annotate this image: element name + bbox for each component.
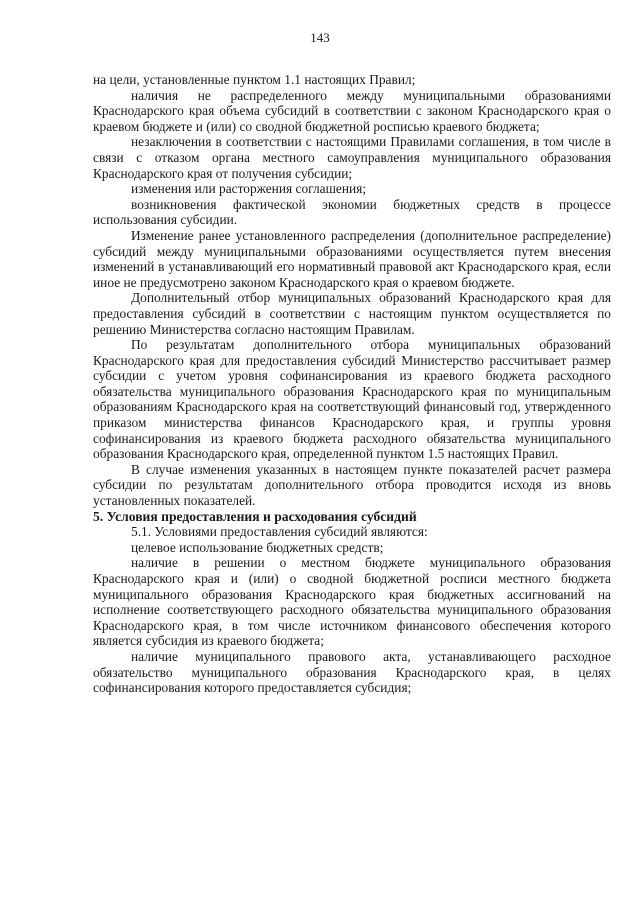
paragraph: По результатам дополнительного отбора муниципальных образований Краснодарского края для предоставления субсидий Министерство рассчитывает размер субсидии с учетом уровня софинансирования из краевого бюджета расходного обязательства муниципального образования Краснодарского края по муниципальным образованиям Краснодарского края на соответствующий финансовый год, утвержденного приказом министерства финансов Краснодарского края, и группы уровня софинансирования из краевого бюджета расходного обязательства муниципального образования Краснодарского края, определенной пунктом 1.5 настоящих Правил.	[93, 337, 611, 462]
paragraph: наличия не распределенного между муниципальными образованиями Краснодарского края объема субсидий в соответствии с законом Краснодарского края о краевом бюджете и (или) со сводной бюджетной росписью краевого бюджета;	[93, 87, 611, 134]
section-heading: 5. Условия предоставления и расходования субсидий	[93, 508, 417, 524]
paragraph: наличие в решении о местном бюджете муниципального образования Краснодарского края и (или) о сводной бюджетной росписи местного бюджета муниципального образования Краснодарского края бюджетных ассигнований на исполнение соответствующего расходного обязательства муниципального образования Краснодарского края, в том числе источником финансового обеспечения которого является субсидия из краевого бюджета;	[93, 555, 611, 649]
paragraph: 5.1. Условиями предоставления субсидий являются:	[131, 524, 428, 540]
paragraph: на цели, установленные пунктом 1.1 настоящих Правил;	[93, 72, 416, 87]
paragraph: В случае изменения указанных в настоящем пункте показателей расчет размера субсидии по результатам дополнительного отбора проводится исходя из вновь установленных показателей.	[93, 461, 611, 509]
page-number: 143	[310, 30, 330, 45]
paragraph: возникновения фактической экономии бюджетных средств в процессе использования субсидии.	[93, 196, 611, 228]
paragraph: Изменение ранее установленного распределения (дополнительное распределение) субсидий между муниципальными образованиями осуществляется путем внесения изменений в устанавливающий его нормативный правовой акт Краснодарского края, если иное не предусмотрено законом Краснодарского края о краевом бюджете.	[93, 227, 611, 290]
paragraph: целевое использование бюджетных средств;	[131, 539, 384, 555]
paragraph: наличие муниципального правового акта, устанавливающего расходное обязательство муниципального образования Краснодарского края, в целях софинансирования которого предоставляется субсидия;	[93, 648, 611, 696]
paragraph: незаключения в соответствии с настоящими Правилами соглашения, в том числе в связи с отказом органа местного самоуправления муниципального образования Краснодарского края от получения субсидии;	[93, 134, 611, 181]
document-body	[93, 72, 611, 696]
paragraph: изменения или расторжения соглашения;	[131, 181, 367, 197]
paragraph: Дополнительный отбор муниципальных образований Краснодарского края для предоставления субсидий в соответствии с настоящим пунктом осуществляется по решению Министерства согласно настоящим Правилам.	[93, 290, 611, 337]
